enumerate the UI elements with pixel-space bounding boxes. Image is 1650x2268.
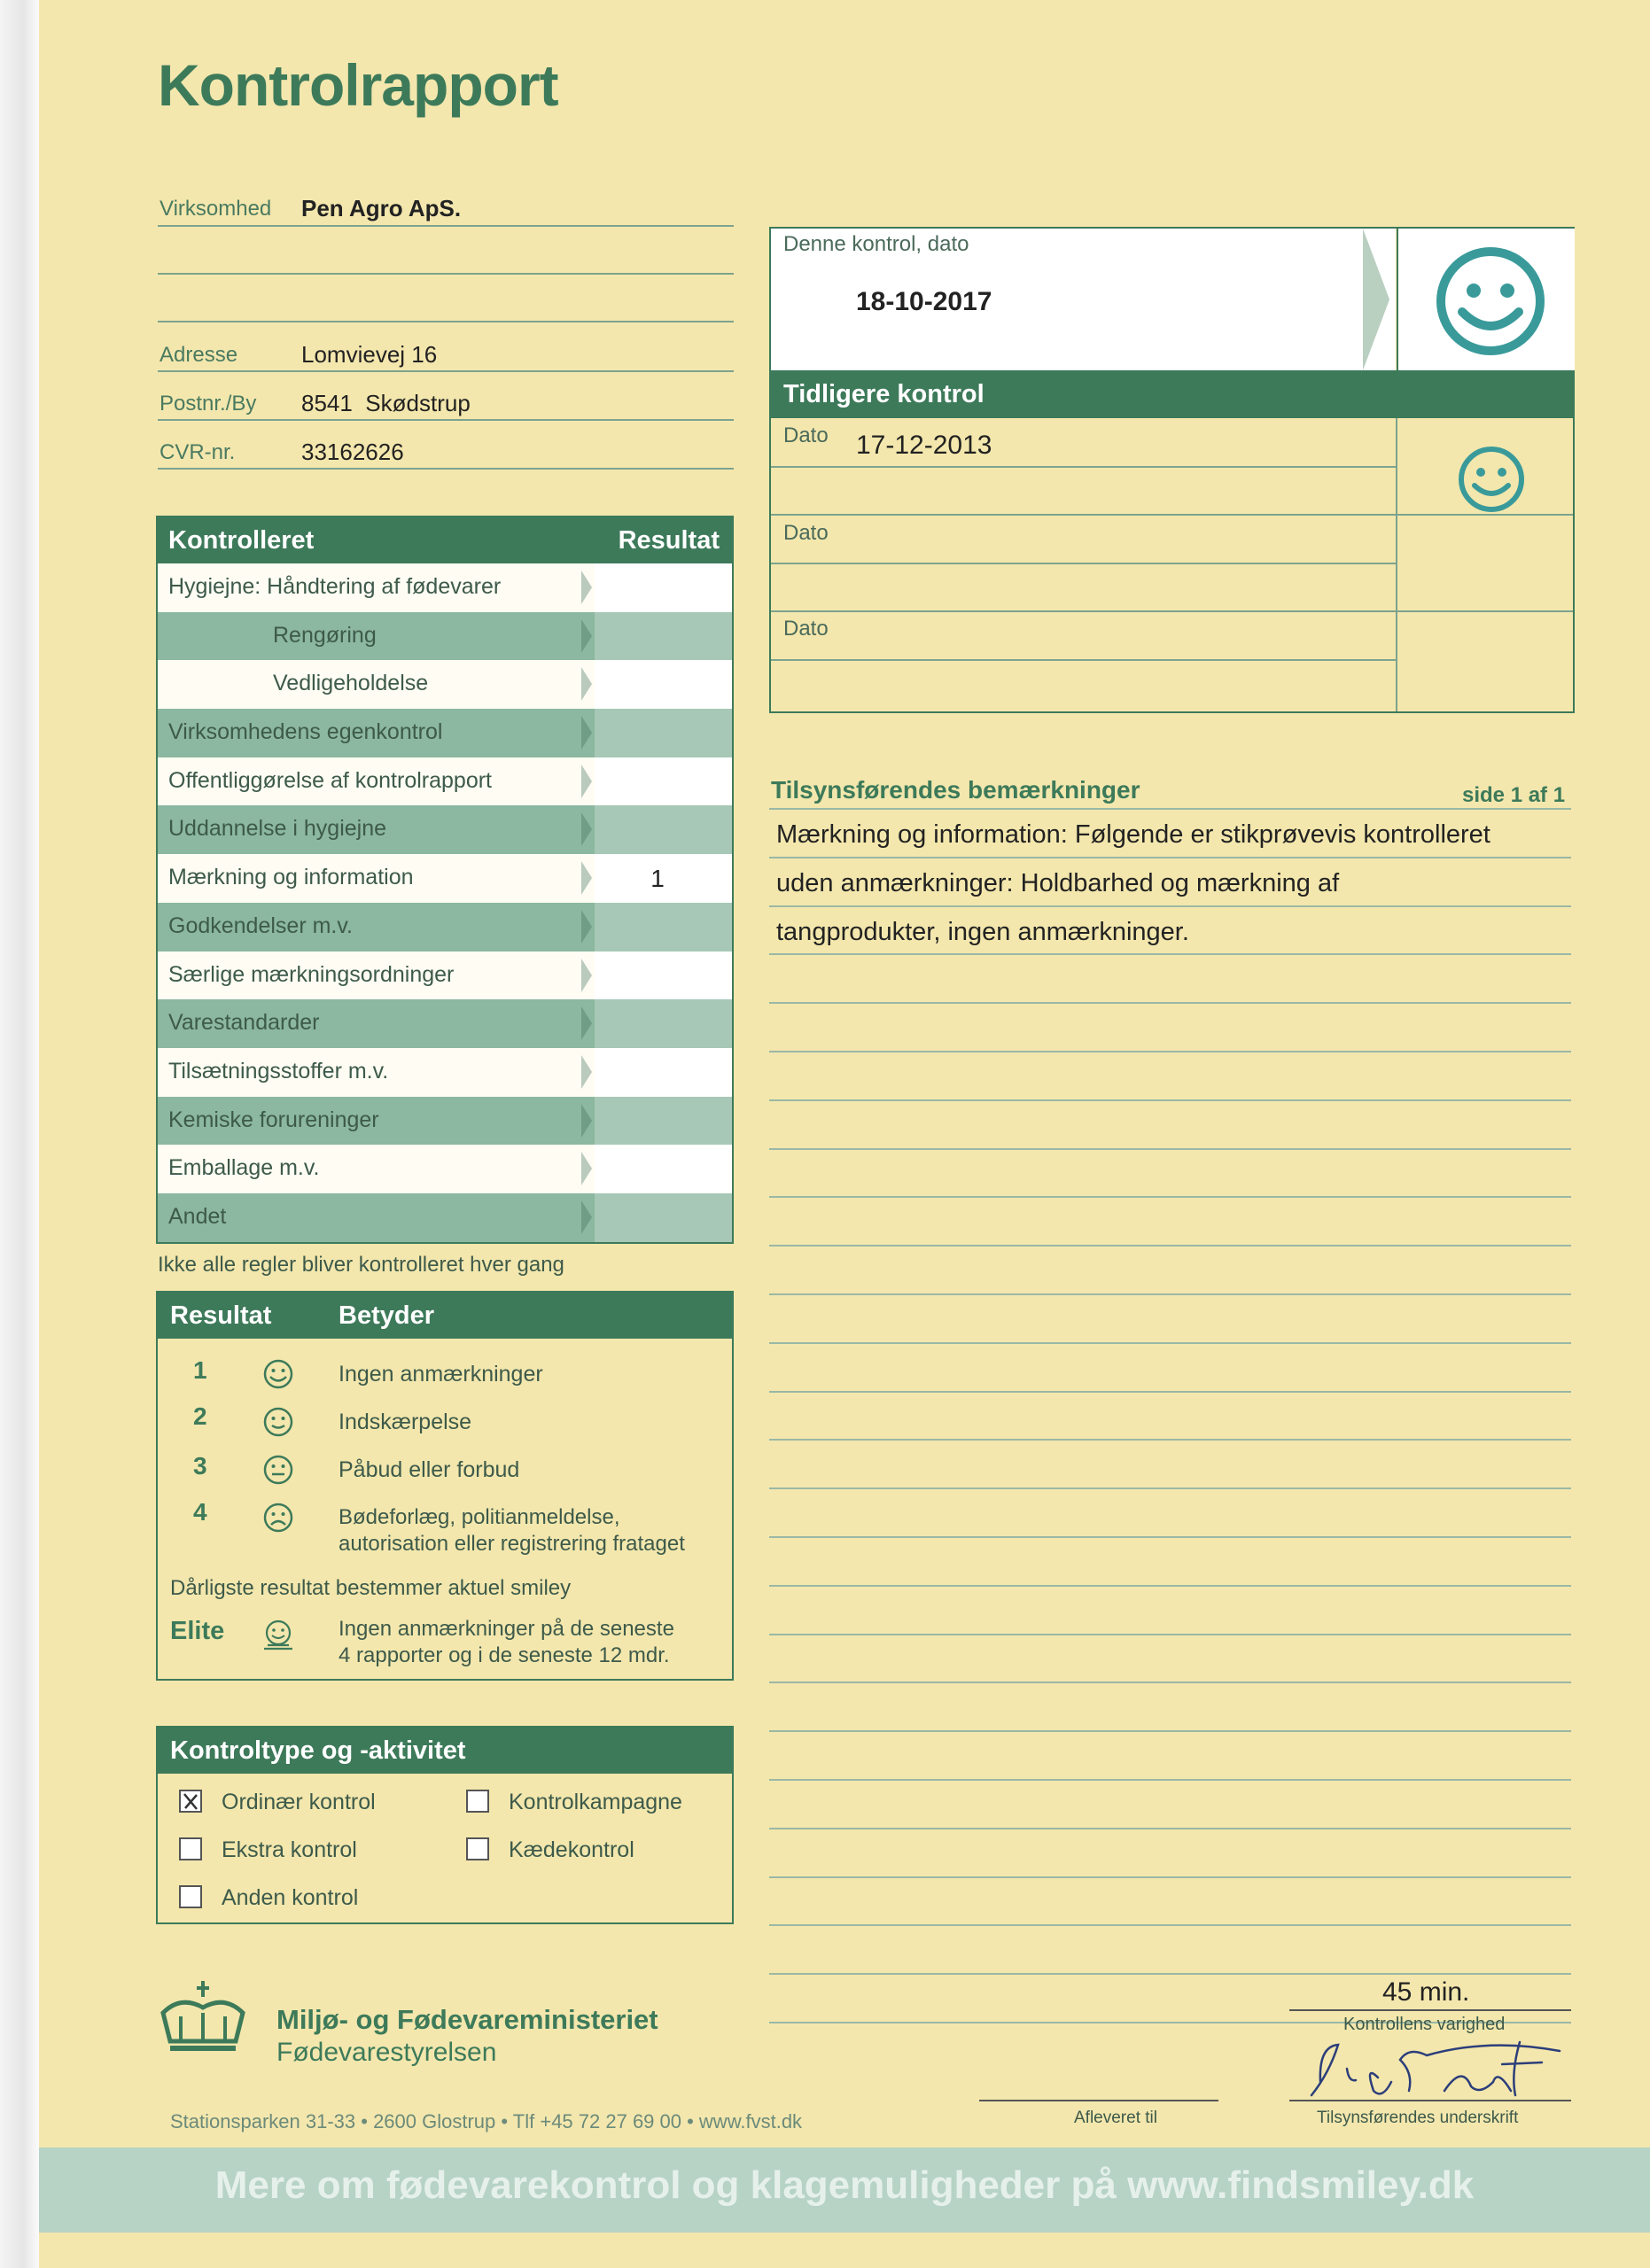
- remark-rule: [769, 905, 1571, 907]
- option-label: Kædekontrol: [509, 1837, 634, 1862]
- kontrolleret-header: [158, 517, 732, 563]
- arrow-icon: [581, 667, 592, 701]
- result-cell: [595, 709, 732, 757]
- virksomhed-label: Virksomhed: [160, 197, 272, 221]
- footer-text: Mere om fødevarekontrol og klagemuligheder på www.findsmiley.dk: [214, 2163, 1475, 2207]
- remark-rule: [769, 1245, 1571, 1247]
- option-label: Kontrolkampagne: [509, 1790, 682, 1814]
- kontrolleret-row: [158, 709, 732, 757]
- divider: [979, 2100, 1218, 2101]
- arrow-icon: [581, 716, 592, 750]
- worst-result-note: Dårligste resultat bestemmer aktuel smiley: [170, 1576, 572, 1600]
- kontrolleret-row: [158, 854, 732, 903]
- adresse-label: Adresse: [160, 343, 238, 367]
- legend-resultat-title: Resultat: [170, 1301, 272, 1330]
- cvr-value: 33162626: [301, 439, 404, 465]
- divider: [158, 468, 734, 470]
- page-title: Kontrolrapport: [158, 52, 558, 118]
- kontrolleret-row: [158, 951, 732, 1000]
- kontrolleret-row: [158, 1145, 732, 1193]
- legend-header: [158, 1293, 732, 1339]
- duration-label: Kontrollens varighed: [1343, 2015, 1506, 2034]
- arrow-icon: [581, 1152, 592, 1185]
- result-cell: [595, 1193, 732, 1242]
- crown-logo-icon: [154, 1977, 252, 2062]
- kontrolleret-row: [158, 757, 732, 806]
- remark-line: tangprodukter, ingen anmærkninger.: [776, 918, 1189, 946]
- divider: [771, 514, 1573, 516]
- duration-value: 45 min.: [1382, 1977, 1470, 2007]
- remark-rule: [769, 1391, 1571, 1393]
- remarks-title: Tilsynsførendes bemærkninger: [771, 776, 1140, 804]
- divider: [771, 610, 1573, 612]
- result-cell: [595, 757, 732, 806]
- kontrolleret-row: [158, 999, 732, 1048]
- arrow-icon: [581, 910, 592, 944]
- legend-betyder-title: Betyder: [339, 1301, 434, 1330]
- resultat-title: Resultat: [618, 526, 720, 555]
- remark-rule: [769, 1148, 1571, 1150]
- kontrolleret-title: Kontrolleret: [168, 526, 315, 555]
- kontrolleret-label: Andet: [168, 1203, 227, 1229]
- check-mark-icon: [181, 1791, 200, 1811]
- result-cell: [595, 1048, 732, 1097]
- remark-rule: [769, 1051, 1571, 1052]
- current-control-label: Denne kontrol, dato: [783, 232, 969, 256]
- arrow-icon: [581, 1055, 592, 1089]
- kontrolleret-label: Rengøring: [273, 622, 377, 648]
- remark-rule: [769, 953, 1571, 955]
- remark-rule: [769, 1342, 1571, 1344]
- remark-line: uden anmærkninger: Holdbarhed og mærkning af: [776, 869, 1340, 897]
- anden-checkbox[interactable]: [179, 1885, 202, 1908]
- kontrolleret-label: Mærkning og information: [168, 865, 414, 890]
- previous-controls-title: Tidligere kontrol: [783, 380, 985, 408]
- postnr-label: Postnr./By: [160, 392, 257, 416]
- arrow-icon: [1363, 229, 1389, 370]
- remarks-page: side 1 af 1: [1462, 783, 1566, 807]
- remark-line: Mærkning og information: Følgende er stikprøvevis kontrolleret: [776, 820, 1490, 849]
- postnr-value: 8541 Skødstrup: [301, 390, 471, 416]
- column-divider: [1396, 418, 1397, 711]
- elite-label: Elite: [170, 1617, 225, 1645]
- kontrolleret-result: 1: [650, 865, 665, 893]
- happy-smiley-icon: [1436, 246, 1545, 356]
- remark-rule: [769, 1682, 1571, 1683]
- divider: [158, 273, 734, 275]
- kontrolleret-label: Varestandarder: [168, 1010, 320, 1036]
- adresse-value: Lomvievej 16: [301, 341, 438, 368]
- kontrolleret-row: [158, 563, 732, 612]
- remark-rule: [769, 1828, 1571, 1829]
- kontrolleret-label: Godkendelser m.v.: [168, 913, 353, 938]
- arrow-icon: [581, 959, 592, 992]
- smiling-smiley-icon: [262, 1406, 294, 1438]
- divider: [158, 321, 734, 322]
- happy-smiley-icon: [1457, 445, 1526, 514]
- ministry-name: Miljø- og Fødevareministeriet: [276, 2004, 658, 2035]
- page-edge: [0, 0, 39, 2268]
- controls-box: [769, 227, 1575, 713]
- legend-code: 3: [193, 1452, 207, 1480]
- kontrolleret-label: Hygiejne: Håndtering af fødevarer: [168, 574, 502, 599]
- current-control-date: 18-10-2017: [856, 287, 992, 316]
- legend-code: 4: [193, 1498, 207, 1526]
- remark-rule: [769, 1634, 1571, 1635]
- previous-date: 17-12-2013: [856, 431, 992, 460]
- result-cell: [595, 1145, 732, 1193]
- kontrolleret-label: Virksomhedens egenkontrol: [168, 719, 443, 745]
- legend-text: Indskærpelse: [339, 1410, 472, 1434]
- neutral-smiley-icon: [262, 1454, 294, 1486]
- option-label: Anden kontrol: [222, 1885, 359, 1910]
- ekstra-checkbox[interactable]: [179, 1837, 202, 1860]
- remark-rule: [769, 1196, 1571, 1198]
- kontrolleret-row: [158, 1193, 732, 1242]
- remark-rule: [769, 1779, 1571, 1781]
- kontrolleret-row: [158, 1097, 732, 1146]
- kaedekontrol-checkbox[interactable]: [466, 1837, 489, 1860]
- current-control-cell: [771, 229, 1396, 370]
- kontrolleret-label: Emballage m.v.: [168, 1155, 320, 1181]
- kontrolleret-row: [158, 903, 732, 951]
- option-label: Ordinær kontrol: [222, 1790, 376, 1814]
- remark-rule: [769, 1536, 1571, 1538]
- kontrolleret-label: Offentliggørelse af kontrolrapport: [168, 767, 493, 793]
- remark-rule: [769, 808, 1571, 810]
- legend-code: 1: [193, 1356, 207, 1384]
- divider: [1289, 2100, 1571, 2101]
- remark-rule: [769, 857, 1571, 858]
- kontroltype-title: Kontroltype og -aktivitet: [170, 1736, 466, 1765]
- kontrolleret-label: Særlige mærkningsordninger: [168, 961, 455, 987]
- arrow-icon: [581, 1104, 592, 1138]
- arrow-icon: [581, 619, 592, 653]
- divider: [771, 659, 1396, 661]
- divider: [158, 419, 734, 421]
- kontrolleret-table: [156, 516, 734, 1244]
- legend-text: Bødeforlæg, politianmeldelse,: [339, 1505, 620, 1529]
- remark-rule: [769, 1585, 1571, 1587]
- ordinaer-checkbox[interactable]: [179, 1790, 202, 1813]
- arrow-icon: [581, 812, 592, 846]
- elite-smiley-icon: [259, 1617, 298, 1656]
- legend-code: 2: [193, 1402, 207, 1430]
- sad-smiley-icon: [262, 1502, 294, 1534]
- elite-text: 4 rapporter og i de seneste 12 mdr.: [339, 1643, 670, 1667]
- legend-text: autorisation eller registrering frataget: [339, 1532, 685, 1556]
- virksomhed-value: Pen Agro ApS.: [301, 195, 462, 221]
- divider: [1289, 2009, 1571, 2011]
- legend-text: Påbud eller forbud: [339, 1457, 520, 1482]
- happy-smiley-icon: [262, 1358, 294, 1390]
- kontroltype-box: [156, 1726, 734, 1924]
- result-cell: [595, 805, 732, 854]
- remark-rule: [769, 1099, 1571, 1101]
- divider: [158, 370, 734, 372]
- current-result-cell: [1397, 229, 1575, 370]
- remark-rule: [769, 1293, 1571, 1295]
- result-legend: [156, 1291, 734, 1681]
- kontrolleret-row: [158, 805, 732, 854]
- result-cell: [595, 563, 732, 612]
- inspector-label: Tilsynsførendes underskrift: [1317, 2109, 1519, 2127]
- result-cell: [595, 951, 732, 1000]
- kontrolleret-row: [158, 1048, 732, 1097]
- divider: [771, 563, 1396, 564]
- kontrolleret-label: Vedligeholdelse: [273, 671, 429, 696]
- dato-label: Dato: [783, 423, 829, 447]
- kontrolleret-label: Tilsætningsstoffer m.v.: [168, 1058, 389, 1084]
- cvr-label: CVR-nr.: [160, 440, 236, 464]
- remark-rule: [769, 1924, 1571, 1926]
- divider: [158, 225, 734, 227]
- result-cell: [595, 999, 732, 1048]
- kontrolleret-row: [158, 612, 732, 661]
- remark-rule: [769, 1439, 1571, 1441]
- result-cell: [595, 660, 732, 709]
- remark-rule: [769, 1730, 1571, 1732]
- kontrolleret-label: Uddannelse i hygiejne: [168, 816, 387, 842]
- ministry-address: Stationsparken 31-33 • 2600 Glostrup • Tlf +45 72 27 69 00 • www.fvst.dk: [170, 2110, 803, 2132]
- arrow-icon: [581, 1200, 592, 1234]
- arrow-icon: [581, 1006, 592, 1040]
- inspector-signature: [1294, 2029, 1577, 2109]
- option-label: Ekstra kontrol: [222, 1837, 357, 1862]
- delivered-label: Afleveret til: [1074, 2109, 1157, 2127]
- remark-rule: [769, 1876, 1571, 1878]
- divider: [771, 466, 1396, 468]
- dato-label: Dato: [783, 617, 829, 641]
- remark-rule: [769, 1487, 1571, 1489]
- coverage-note: Ikke alle regler bliver kontrolleret hver gang: [158, 1253, 564, 1277]
- dato-label: Dato: [783, 521, 829, 545]
- legend-text: Ingen anmærkninger: [339, 1362, 543, 1386]
- footer-band: [39, 2148, 1650, 2233]
- result-cell: [595, 612, 732, 661]
- remark-rule: [769, 1002, 1571, 1004]
- result-cell: [595, 903, 732, 951]
- arrow-icon: [581, 571, 592, 604]
- kontroltype-header: [158, 1728, 732, 1774]
- kontrolleret-row: [158, 660, 732, 709]
- kontrolleret-label: Kemiske forureninger: [168, 1107, 379, 1132]
- elite-text: Ingen anmærkninger på de seneste: [339, 1617, 674, 1641]
- kontrolleret-rows: [158, 563, 732, 1242]
- kontrolkampagne-checkbox[interactable]: [466, 1790, 489, 1813]
- arrow-icon: [581, 765, 592, 798]
- agency-name: Fødevarestyrelsen: [276, 2038, 497, 2067]
- result-cell: [595, 1097, 732, 1146]
- remark-rule: [769, 1973, 1571, 1975]
- previous-controls-header: [771, 370, 1573, 418]
